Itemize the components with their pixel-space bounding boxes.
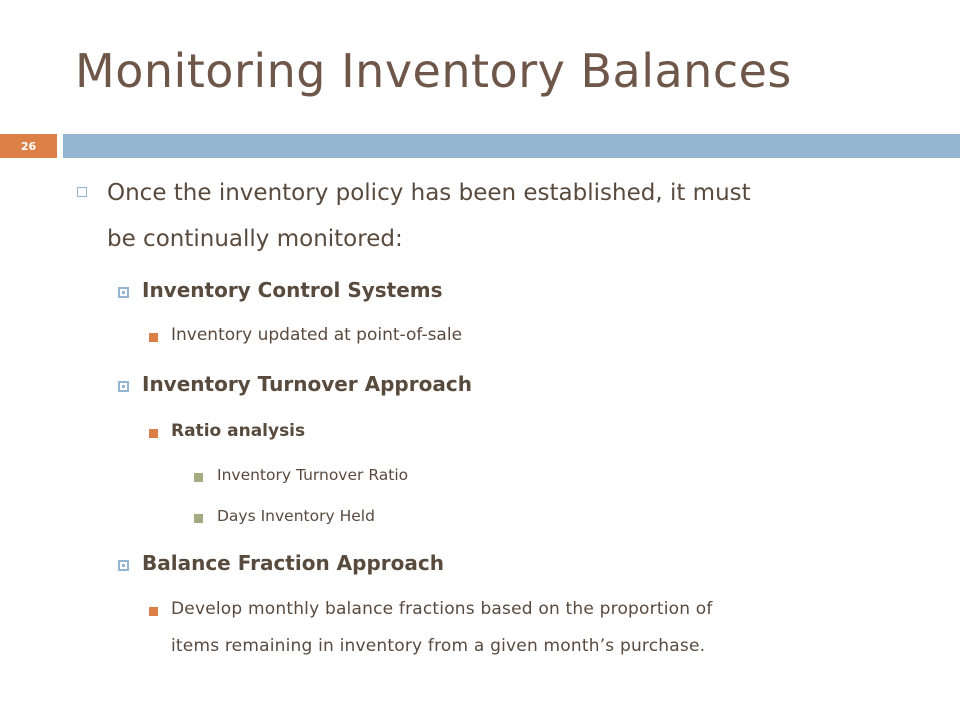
intro-line-1: Once the inventory policy has been established, it must [107,180,751,206]
filled-square-bullet-icon [149,429,158,438]
square-bullet-icon [118,381,129,392]
point-pos-update: Inventory updated at point-of-sale [171,325,463,345]
filled-square-bullet-icon [194,514,203,523]
hollow-square-bullet-icon [77,187,87,197]
sub-heading-ratio-analysis: Ratio analysis [171,421,306,441]
section-heading-inventory-turnover-approach: Inventory Turnover Approach [142,372,472,396]
slide-title: Monitoring Inventory Balances [75,44,792,98]
point-balance-fractions-line-1: Develop monthly balance fractions based on the proportion of [171,599,713,619]
square-bullet-icon [118,560,129,571]
slide-number: 26 [20,139,37,153]
intro-line-2: be continually monitored: [107,226,403,252]
filled-square-bullet-icon [149,607,158,616]
point-inventory-turnover-ratio: Inventory Turnover Ratio [217,466,409,484]
filled-square-bullet-icon [149,333,158,342]
point-balance-fractions-line-2: items remaining in inventory from a given month’s purchase. [171,636,706,656]
section-heading-inventory-control-systems: Inventory Control Systems [142,278,443,302]
square-bullet-icon [118,287,129,298]
point-days-inventory-held: Days Inventory Held [217,507,375,525]
section-heading-balance-fraction-approach: Balance Fraction Approach [142,551,444,575]
filled-square-bullet-icon [194,473,203,482]
